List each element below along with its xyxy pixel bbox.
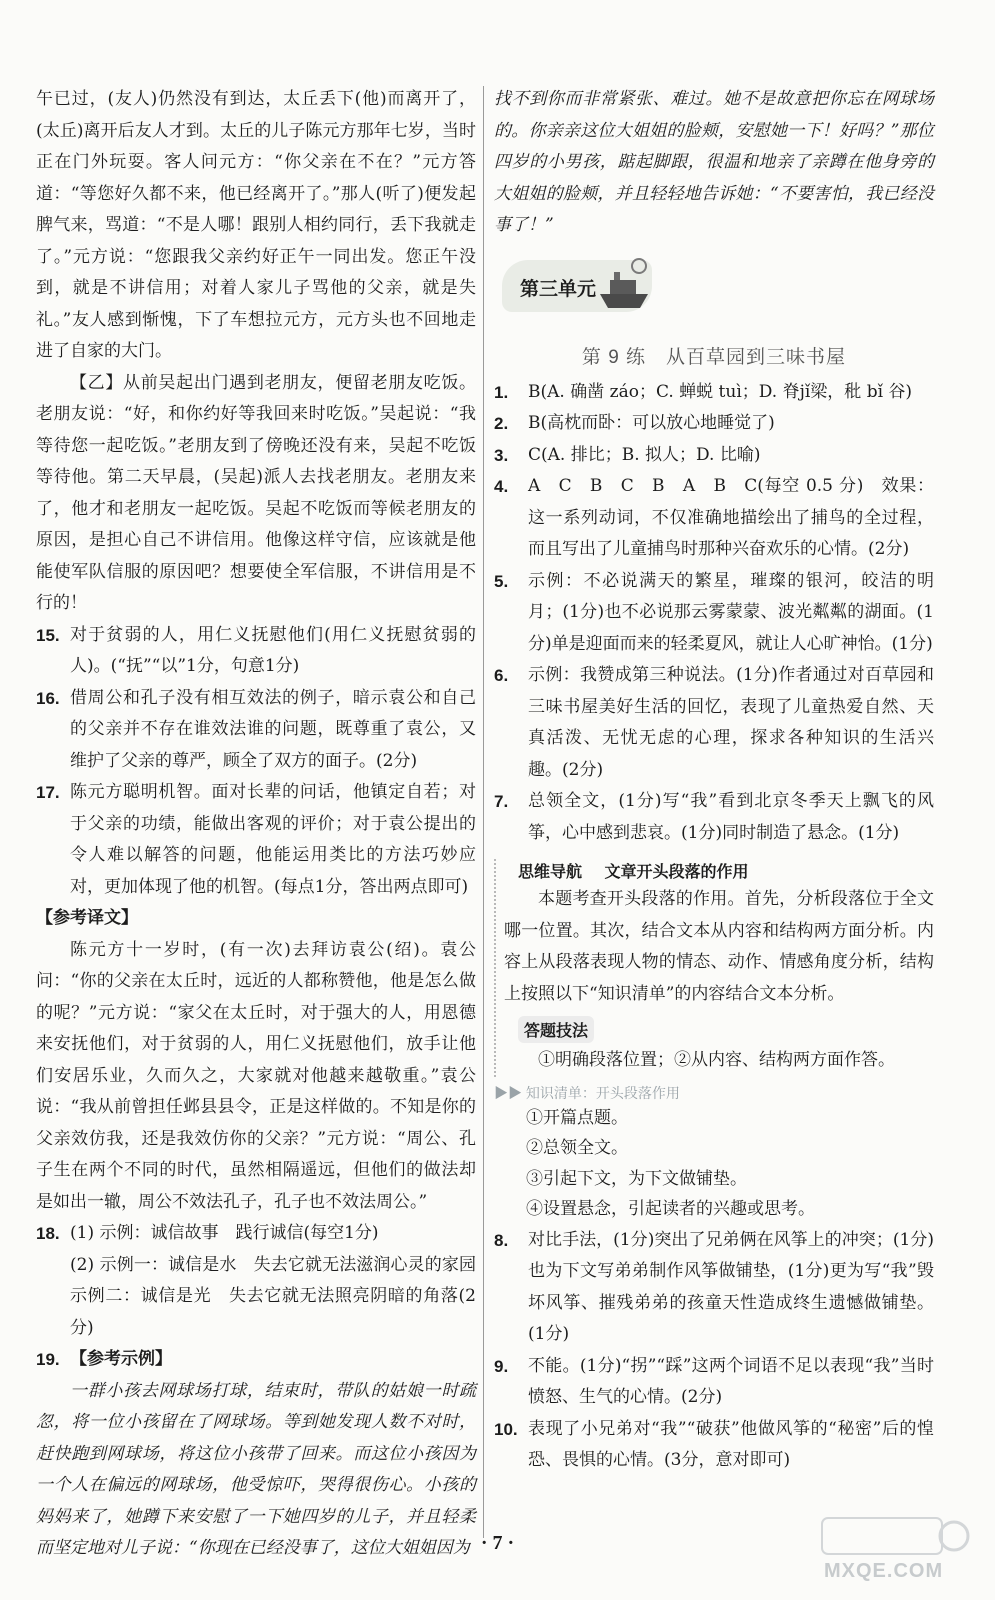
answer-number: 8. [494, 1230, 509, 1250]
thinking-guide-box [494, 859, 934, 1077]
answer-number: 9. [494, 1356, 509, 1376]
answer-number: 5. [494, 571, 509, 591]
answer-text: 示例：我赞成第三种说法。(1分)作者通过对百草园和三味书屋美好生活的回忆，表现了儿童热爱自然、天真活泼、无忧无虑的心理，探求各种知识的生活兴趣。(2分) [528, 665, 934, 780]
translation-paragraph-2: 【乙】从前吴起出门遇到老朋友，便留老朋友吃饭。老朋友说：“好，和你约好等我回来时吃饭。”吴起说：“我等待您一起吃饭。”老朋友到了傍晚还没有来，吴起不吃饭等待他。第二天早晨，(吴起)派人去找老朋友。老朋友来了，他才和老朋友一起吃饭。吴起不吃饭而等候老朋友的原因，是担心自己不讲信用。他像这样守信，应该就是他能使军队信服的原因吧？想要使全军信服，不讲信用是不行的！ [36, 372, 476, 613]
knowledge-item: ②总领全文。 [526, 1138, 628, 1158]
answer-number: 10. [494, 1419, 518, 1439]
answer-item [494, 471, 934, 566]
page-number: · 7 · [480, 1532, 515, 1554]
answer-18 [36, 1218, 476, 1250]
knowledge-list-heading [494, 1083, 934, 1103]
unit-title: 第三单元 [520, 278, 597, 300]
answer-number: 19. [36, 1350, 60, 1369]
answer-17 [36, 777, 476, 903]
answer-number: 7. [494, 792, 509, 811]
thinking-guide-text: 本题考查开头段落的作用。首先，分析段落位于全文哪一位置。其次，结合文本从内容和结构两方面分析。内容上从段落表现人物的情态、动作、情感角度分析，结构上按照以下“知识清单”的内容结合文本分析。 [504, 889, 934, 1004]
answer-tips-heading [518, 1016, 934, 1043]
answer-text: 不能。(1分)“拐”“踩”这两个词语不足以表现“我”当时愤怒、生气的心情。(2分) [528, 1355, 934, 1407]
sample-heading: 【参考示例】 [70, 1349, 172, 1369]
answer-item [494, 377, 934, 409]
watermark-url: MXQE.COM [824, 1560, 944, 1582]
answer-text: 陈元方聪明机智。面对长辈的问话，他镇定自若；对于父亲的功绩，能做出客观的评价；对于袁公提出的令人难以解答的问题，他能运用类比的方法巧妙应对，更加体现了他的机智。(每点1分，答出两点即可) [70, 782, 476, 897]
right-column [494, 84, 934, 1477]
answer-item [494, 440, 934, 472]
answer-item [494, 1225, 934, 1351]
left-column [36, 84, 493, 1565]
answer-number: 15. [36, 625, 60, 645]
column-divider [483, 86, 484, 1538]
answer-list-1 [494, 377, 934, 850]
unit-badge [502, 254, 652, 324]
answer-item [494, 1414, 934, 1477]
answer-item [494, 660, 934, 786]
answer-number: 6. [494, 666, 509, 685]
answer-item [494, 566, 934, 661]
answer-number: 17. [36, 783, 60, 802]
answer-text: B(A. 确凿 záo；C. 蝉蜕 tuì；D. 脊jǐ梁，秕 bǐ 谷) [528, 381, 913, 402]
reference-translation-heading: 【参考译文】 [36, 908, 138, 928]
answer-text: 借周公和孔子没有相互效法的例子，暗示袁公和自己的父亲并不存在谁效法谁的问题，既尊重了袁公，又维护了父亲的尊严，顾全了双方的面子。(2分) [70, 687, 476, 771]
ship-icon [594, 254, 654, 320]
sample-essay: 一群小孩去网球场打球，结束时，带队的姑娘一时疏忽，将一位小孩留在了网球场。等到她发现人数不对时，赶快跑到网球场，将这位小孩带了回来。而这位小孩因为一个人在偏远的网球场，他受惊吓，哭得很伤心。小孩的妈妈来了，她蹲下来安慰了一下她四岁的儿子，并且轻柔而坚定地对儿子说：“你现在已经没事了，这位大姐姐因为 [36, 1380, 476, 1558]
answer-item [494, 1351, 934, 1414]
thinking-guide-title: 文章开头段落的作用 [604, 864, 749, 881]
answer-number: 1. [494, 382, 509, 402]
knowledge-list-title: 知识清单：开头段落作用 [525, 1084, 680, 1101]
answer-text: 示例：不必说满天的繁星，璀璨的银河，皎洁的明月；(1分)也不必说那云雾蒙蒙、波光粼粼的湖面。(1分)单是迎面而来的轻柔夏风，就让人心旷神怡。(1分) [528, 570, 934, 654]
knowledge-list [494, 1103, 934, 1225]
answer-text: 对比手法，(1分)突出了兄弟俩在风筝上的冲突；(1分)也为下文写弟弟制作风筝做铺垫，(1分)更为写“我”毁坏风筝、摧残弟弟的孩童天性造成终生遗憾做铺垫。(1分) [528, 1229, 934, 1344]
answer-number: 3. [494, 445, 509, 465]
double-arrow-icon: ▶▶ [494, 1084, 526, 1101]
reference-translation-text: 陈元方十一岁时，(有一次)去拜访袁公(绍)。袁公问：“你的父亲在太丘时，远近的人都称赞他，他是怎么做的呢？”元方说：“家父在太丘时，对于强大的人，用恩德来安抚他们，对于贫弱的人，用仁义抚慰他们，放手让他们安居乐业，久而久之，大家就对他越来越敬重。”袁公说：“我从前曾担任邺县县令，正是这样做的。不知是你的父亲效仿我，还是我效仿你的父亲？”元方说：“周公、孔子生在两个不同的时代，虽然相隔遥远，但他们的做法却是如出一辙，周公不效法孔子，孔子也不效法周公。” [36, 939, 476, 1212]
answer-number: 16. [36, 688, 60, 708]
knowledge-item: ④设置悬念，引起读者的兴趣或思考。 [526, 1199, 815, 1219]
watermark [820, 1514, 980, 1586]
answer-text: 总领全文，(1分)写“我”看到北京冬季天上飘飞的风筝，心中感到悲哀。(1分)同时制造了悬念。(1分) [528, 791, 934, 843]
translation-paragraph-1: 午已过，(友人)仍然没有到达，太丘丢下(他)而离开了，(太丘)离开后友人才到。太丘的儿子陈元方那年七岁，当时正在门外玩耍。客人问元方：“你父亲在不在？”元方答道：“等您好久都不来，他已经离开了。”那人(听了)便发起脾气来，骂道：“不是人哪！跟别人相约同行，丢下我就走了。”元方说：“您跟我父亲约好正午一同出发。您正午没到，就是不讲信用；对着人家儿子骂他的父亲，就是失礼。”友人感到惭愧，下了车想拉元方，元方头也不回地走进了自家的大门。 [36, 89, 476, 361]
answer-19 [36, 1344, 476, 1376]
answer-text: 对于贫弱的人，用仁义抚慰他们(用仁义抚慰贫弱的人)。(“抚”“以”1分，句意1分) [70, 624, 476, 676]
watermark-logo [820, 1514, 970, 1558]
answer-item [494, 786, 934, 849]
answer-text: 表现了小兄弟对“我”“破获”他做风筝的“秘密”后的惶恐、畏惧的心情。(3分，意对即可) [528, 1418, 934, 1470]
answer-18-part-2 [36, 1250, 493, 1345]
answer-16 [36, 683, 476, 778]
answer-tips-text: ①明确段落位置；②从内容、结构两方面作答。 [538, 1050, 895, 1070]
answer-15 [36, 620, 476, 683]
answer-text: (2) 示例一：诚信是水 失去它就无法滋润心灵的家园 示例二：诚信是光 失去它就无法照亮阴暗的角落(2分) [70, 1254, 493, 1338]
knowledge-item: ①开篇点题。 [526, 1107, 628, 1128]
answer-number: 4. [494, 477, 509, 496]
thinking-guide-label: 思维导航 [518, 864, 583, 881]
answer-list-2 [494, 1225, 934, 1477]
thinking-guide-heading [518, 859, 934, 882]
answer-item [494, 408, 934, 440]
answer-text: (1) 示例：诚信故事 践行诚信(每空1分) [70, 1223, 379, 1243]
answer-text: C(A. 排比；B. 拟人；D. 比喻) [528, 444, 761, 465]
answer-text: B(高枕而卧：可以放心地睡觉了) [528, 413, 775, 433]
answer-text: A C B C B A B C(每空 0.5 分) 效果：这一系列动词，不仅准确地描绘出了捕鸟的全过程，而且写出了儿童捕鸟时那种兴奋欢乐的心情。(2分) [528, 476, 934, 559]
knowledge-item: ③引起下文，为下文做铺垫。 [526, 1168, 747, 1189]
lesson-title: 第 9 练 从百草园到三味书屋 [581, 346, 847, 368]
answer-number: 2. [494, 414, 509, 433]
answer-number: 18. [36, 1224, 60, 1243]
answer-tips-label: 答题技法 [518, 1016, 594, 1043]
sample-essay-continued: 找不到你而非常紧张、难过。她不是故意把你忘在网球场的。你亲亲这位大姐姐的脸颊，安慰她一下！好吗？”那位四岁的小男孩，踮起脚跟，很温和地亲了亲蹲在他身旁的大姐姐的脸颊，并且轻轻地告诉她：“不要害怕，我已经没事了！” [494, 89, 934, 235]
